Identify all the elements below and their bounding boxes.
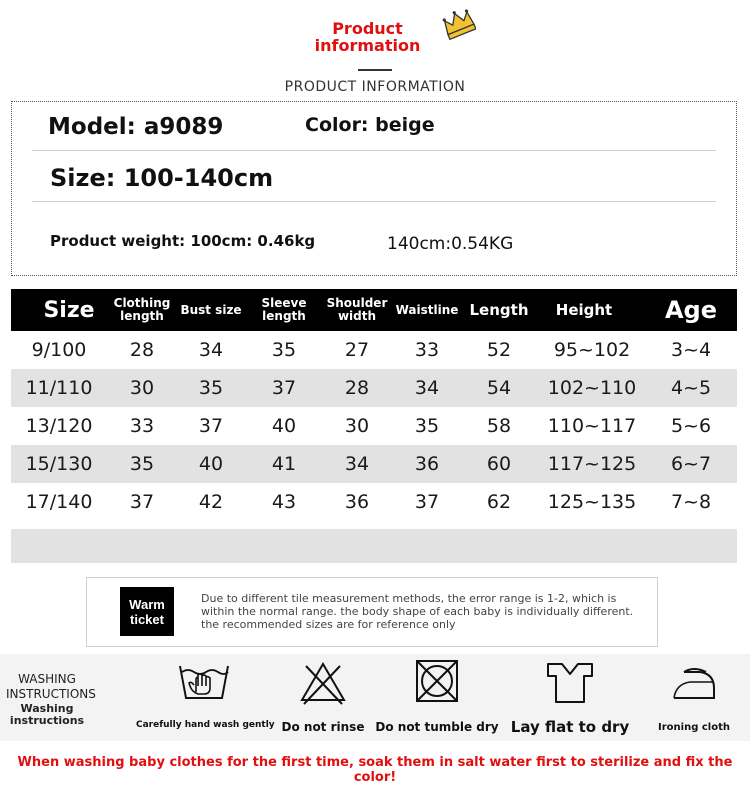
wash-label: Lay flat to dry [510, 718, 630, 736]
cell-bust-size: 35 [198, 377, 224, 399]
cell-sleeve-length: 40 [271, 415, 297, 437]
wash-label: Do not tumble dry [375, 720, 499, 734]
col-header-waistline: Waistline [395, 302, 459, 317]
cell-length: 54 [486, 377, 512, 399]
cell-waistline: 35 [414, 415, 440, 437]
warm-tip-box [86, 577, 658, 647]
no-tumble-dry-icon [414, 658, 460, 704]
table-row [11, 331, 737, 369]
cell-age: 3~4 [670, 339, 712, 361]
cell-clothing-length: 30 [129, 377, 155, 399]
cell-length: 52 [486, 339, 512, 361]
col-header-bust-size: Bust size [180, 302, 242, 317]
weight-140-text: 140cm:0.54KG [387, 234, 514, 254]
table-row [11, 483, 737, 521]
product-info-box [11, 101, 737, 276]
table-row [11, 369, 737, 407]
wash-item-lay-flat [510, 658, 630, 736]
col-header-size: Size [43, 297, 95, 323]
cell-sleeve-length: 41 [271, 453, 297, 475]
warm-ticket-badge: Warm ticket [120, 587, 174, 636]
page-subtitle: PRODUCT INFORMATION [284, 79, 466, 95]
wash-item-hand-wash [136, 658, 275, 730]
table-empty-row [11, 529, 737, 563]
table-header-row [11, 289, 737, 331]
weight-text: Product weight: 100cm: 0.46kg [50, 232, 316, 250]
cell-shoulder-width: 36 [344, 491, 370, 513]
color-text: Color: beige [305, 114, 435, 136]
cell-shoulder-width: 30 [344, 415, 370, 437]
col-header-sleeve-length: Sleeve length [261, 296, 307, 323]
cell-size: 17/140 [25, 491, 93, 513]
cell-height: 110~117 [547, 415, 637, 437]
cell-age: 4~5 [670, 377, 712, 399]
wash-item-ironing [658, 658, 730, 733]
col-header-height: Height [555, 300, 613, 319]
cell-age: 5~6 [670, 415, 712, 437]
cell-height: 102~110 [547, 377, 637, 399]
cell-bust-size: 34 [198, 339, 224, 361]
cell-shoulder-width: 28 [344, 377, 370, 399]
size-range-text: Size: 100-140cm [50, 164, 274, 192]
wash-item-no-tumble-dry [375, 658, 499, 734]
cell-waistline: 36 [414, 453, 440, 475]
cell-length: 62 [486, 491, 512, 513]
cell-age: 7~8 [670, 491, 712, 513]
cell-size: 11/110 [25, 377, 93, 399]
title-divider [358, 69, 392, 71]
wash-label: Do not rinse [281, 720, 365, 734]
page-title: Product information [314, 19, 421, 55]
cell-shoulder-width: 27 [344, 339, 370, 361]
col-header-clothing-length: Clothing length [113, 296, 171, 323]
col-header-age: Age [664, 295, 718, 324]
wash-label: Ironing cloth [658, 722, 730, 733]
measurement-note: Due to different tile measurement methods, the error range is 1-2, which is within the normal range. the body shape of each baby is individually different. the recommended sizes are for reference only [201, 592, 634, 631]
cell-height: 95~102 [553, 339, 631, 361]
no-rinse-icon [298, 658, 348, 708]
model-text: Model: a9089 [48, 114, 224, 140]
cell-waistline: 37 [414, 491, 440, 513]
washing-tip: When washing baby clothes for the first time, soak them in salt water first to sterilize and fix the color! [17, 755, 733, 785]
cell-sleeve-length: 43 [271, 491, 297, 513]
header [0, 0, 750, 100]
cell-length: 60 [486, 453, 512, 475]
ironing-icon [670, 658, 718, 704]
cell-height: 125~135 [547, 491, 637, 513]
info-divider [32, 150, 716, 151]
cell-clothing-length: 33 [129, 415, 155, 437]
cell-age: 6~7 [670, 453, 712, 475]
crown-icon [440, 4, 476, 40]
cell-size: 9/100 [31, 339, 87, 361]
col-header-shoulder-width: Shoulder width [326, 296, 388, 323]
cell-sleeve-length: 35 [271, 339, 297, 361]
cell-waistline: 34 [414, 377, 440, 399]
cell-size: 13/120 [25, 415, 93, 437]
cell-size: 15/130 [25, 453, 93, 475]
cell-bust-size: 42 [198, 491, 224, 513]
cell-shoulder-width: 34 [344, 453, 370, 475]
cell-sleeve-length: 37 [271, 377, 297, 399]
table-body [11, 331, 737, 521]
cell-clothing-length: 28 [129, 339, 155, 361]
cell-bust-size: 40 [198, 453, 224, 475]
hand-wash-icon [176, 658, 232, 708]
cell-bust-size: 37 [198, 415, 224, 437]
table-row [11, 445, 737, 483]
washing-subtitle: Washing instructions [9, 702, 85, 727]
washing-title: WASHING INSTRUCTIONS [6, 672, 96, 701]
cell-waistline: 33 [414, 339, 440, 361]
cell-clothing-length: 37 [129, 491, 155, 513]
cell-height: 117~125 [547, 453, 637, 475]
washing-instructions [0, 654, 750, 741]
wash-label: Carefully hand wash gently [136, 720, 275, 730]
wash-item-no-rinse [281, 658, 365, 734]
size-chart-table [11, 289, 737, 521]
col-header-length: Length [469, 300, 529, 319]
cell-clothing-length: 35 [129, 453, 155, 475]
info-divider [32, 201, 716, 202]
table-row [11, 407, 737, 445]
cell-length: 58 [486, 415, 512, 437]
lay-flat-dry-icon [544, 658, 596, 704]
